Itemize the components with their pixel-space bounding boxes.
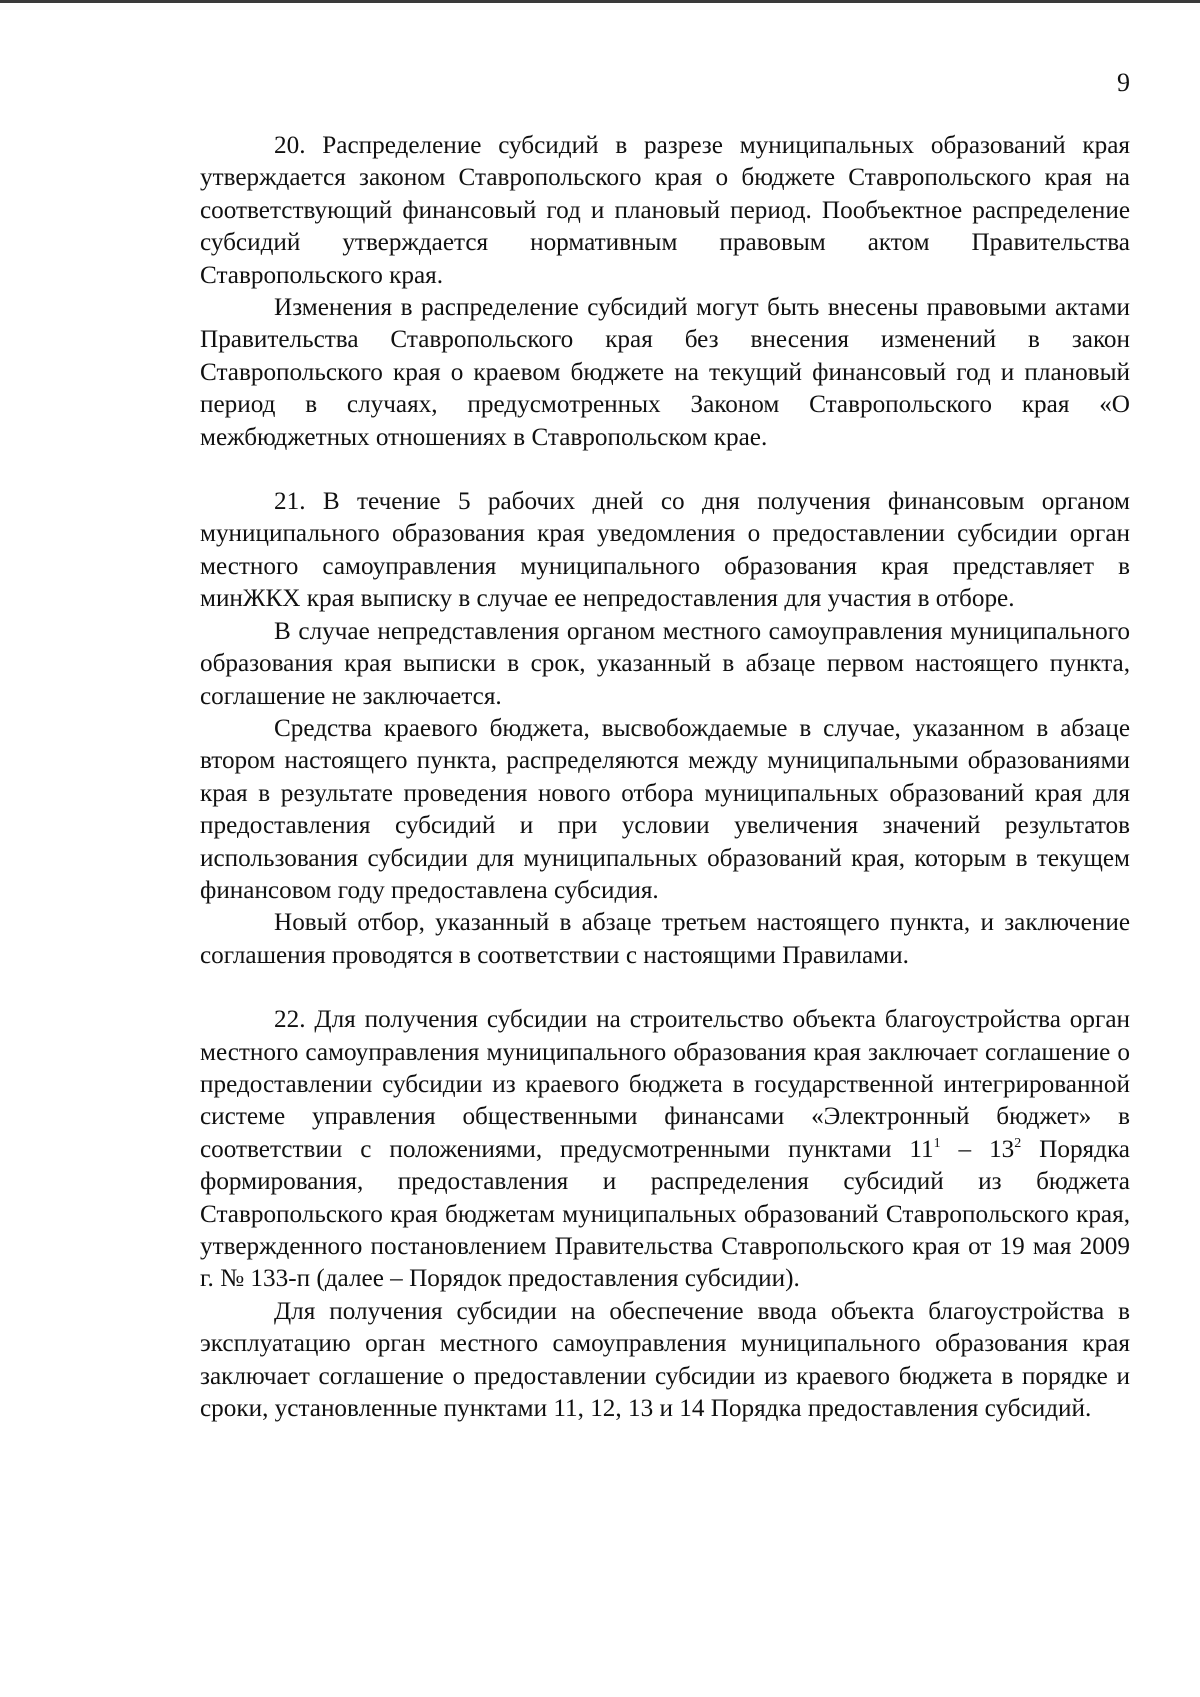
paragraph-20-2: Изменения в распределение субсидий могут быть внесены правовыми актами Правительства Ставропольского края без внесения изменений в закон Ставропольского края о краевом бюджете на текущий финансовый год и плановый период в случаях, предусмотренных Законом Ставропольского края «О межбюджетных отношениях в Ставропольском крае. bbox=[200, 294, 1130, 451]
paragraph-22-1-after: Порядка формирования, предоставления и распределения субсидий из бюджета Ставропольского края бюджетам муниципальных образований Ставропольского края, утвержденного постановлением Правительства Ставропольского края от 19 мая 2009 г. № 133-п (далее – Порядок предоставления субсидии). bbox=[200, 1135, 1130, 1293]
paragraph-20-1: 20. Распределение субсидий в разрезе муниципальных образований края утверждается законом Ставропольского края о бюджете Ставропольского края на соответствующий финансовый год и плановый период. Пообъектное распределение субсидий утверждается нормативным правовым актом Правительства Ставропольского края. bbox=[200, 132, 1130, 289]
page-number: 9 bbox=[1117, 68, 1130, 97]
paragraph-22-1-middle: – 13 bbox=[940, 1135, 1015, 1163]
paragraph-21-1: 21. В течение 5 рабочих дней со дня получения финансовым органом муниципального образования края уведомления о предоставлении субсидии орган местного самоуправления муниципального образования края представляет в минЖКХ края выписку в случае ее непредоставления для участия в отборе. bbox=[200, 488, 1130, 613]
paragraph-22-1-before: 22. Для получения субсидии на строительство объекта благоустройства орган местного самоуправления муниципального образования края заключает соглашение о предоставлении субсидии из краевого бюджета в государственной интегрированной системе управления общественными финансами «Электронный бюджет» в соответствии с положениями, предусмотренными пунктами 11 bbox=[200, 1006, 1130, 1163]
paragraph-21-2: В случае непредставления органом местного самоуправления муниципального образования края выписки в срок, указанный в абзаце первом настоящего пункта, соглашение не заключается. bbox=[200, 617, 1130, 710]
paragraph-22-1 bbox=[200, 1004, 1130, 1296]
superscript-1: 1 bbox=[933, 1135, 941, 1151]
superscript-2: 2 bbox=[1014, 1135, 1022, 1151]
paragraph-21-3: Средства краевого бюджета, высвобождаемые в случае, указанном в абзаце втором настоящего пункта, распределяются между муниципальными образованиями края в результате проведения нового отбора муниципальных образований края для предоставления субсидий и при условии увеличения значений результатов использования субсидии для муниципальных образований края, которым в текущем финансовом году предоставлена субсидия. bbox=[200, 714, 1130, 904]
paragraph-21-4: Новый отбор, указанный в абзаце третьем настоящего пункта, и заключение соглашения проводятся в соответствии с настоящими Правилами. bbox=[200, 909, 1130, 969]
document-body bbox=[200, 130, 1130, 1425]
paragraph-22-2: Для получения субсидии на обеспечение ввода объекта благоустройства в эксплуатацию орган местного самоуправления муниципального образования края заключает соглашение о предоставлении субсидии из краевого бюджета в порядке и сроки, установленные пунктами 11, 12, 13 и 14 Порядка предоставления субсидий. bbox=[200, 1297, 1130, 1423]
scan-top-edge bbox=[0, 0, 1200, 3]
